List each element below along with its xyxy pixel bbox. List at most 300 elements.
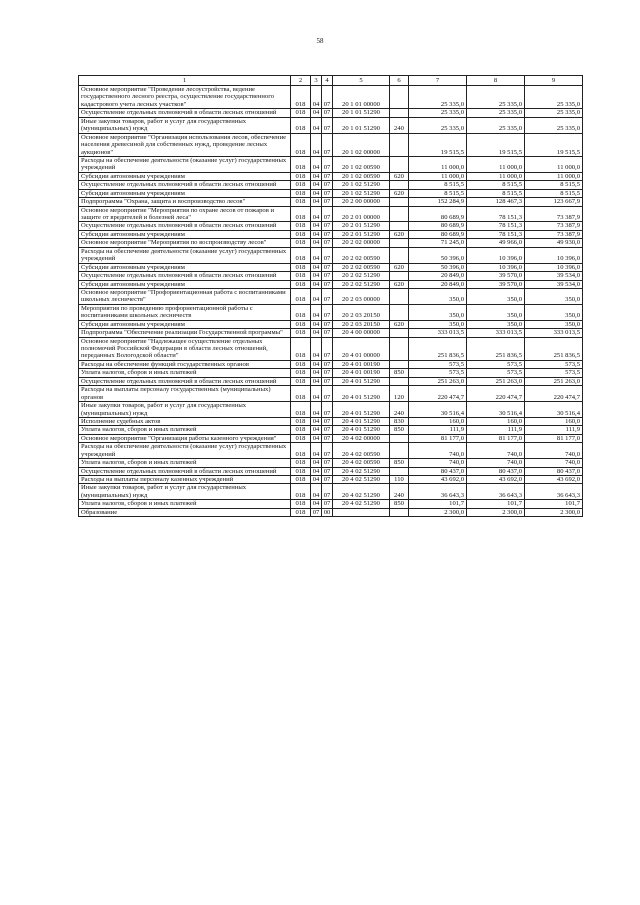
row-section: 04 [311,239,322,247]
row-expense-type [390,434,409,442]
row-target-article: 20 4 02 00000 [333,434,390,442]
row-amount-year-2: 19 515,5 [467,133,525,156]
row-amount-year-1: 71 245,0 [409,239,467,247]
row-amount-year-3: 73 387,9 [525,206,583,222]
row-section: 04 [311,172,322,180]
row-expense-type: 120 [390,386,409,402]
row-target-article: 20 1 01 00000 [333,86,390,109]
row-amount-year-3: 740,0 [525,459,583,467]
row-subsection: 07 [322,263,333,271]
row-name: Уплата налогов, сборов и иных платежей [79,426,291,434]
row-subsection: 07 [322,434,333,442]
row-amount-year-1: 740,0 [409,443,467,459]
row-subsection: 07 [322,86,333,109]
row-amount-year-2: 128 467,3 [467,198,525,206]
row-amount-year-1: 25 335,0 [409,86,467,109]
row-subsection: 07 [322,484,333,500]
row-target-article: 20 4 02 00590 [333,443,390,459]
row-admin-code: 018 [291,320,311,328]
row-section: 04 [311,181,322,189]
row-subsection: 07 [322,360,333,368]
row-amount-year-2: 10 396,0 [467,247,525,263]
row-expense-type: 240 [390,402,409,418]
row-admin-code: 018 [291,434,311,442]
row-amount-year-1: 251 263,0 [409,377,467,385]
row-target-article: 20 4 01 00190 [333,360,390,368]
row-name: Уплата налогов, сборов и иных платежей [79,500,291,508]
row-target-article: 20 2 02 00590 [333,263,390,271]
row-amount-year-3: 25 335,0 [525,117,583,133]
row-subsection: 07 [322,320,333,328]
row-admin-code: 018 [291,402,311,418]
row-amount-year-3: 2 300,0 [525,508,583,516]
row-amount-year-3: 49 930,0 [525,239,583,247]
row-amount-year-1: 2 300,0 [409,508,467,516]
row-subsection: 07 [322,172,333,180]
row-admin-code: 018 [291,417,311,425]
row-amount-year-1: 36 643,3 [409,484,467,500]
table-row [79,189,583,197]
row-subsection: 07 [322,109,333,117]
row-amount-year-1: 50 396,0 [409,263,467,271]
row-target-article: 20 1 01 51290 [333,117,390,133]
table-row [79,280,583,288]
table-row [79,230,583,238]
row-amount-year-1: 152 284,9 [409,198,467,206]
page-number: 58 [316,37,324,45]
row-amount-year-3: 73 387,9 [525,222,583,230]
row-section: 04 [311,369,322,377]
row-name: Расходы на обеспечение деятельности (оказание услуг) государственных учреждений [79,156,291,172]
row-subsection: 07 [322,369,333,377]
row-amount-year-3: 43 692,0 [525,476,583,484]
row-amount-year-2: 30 516,4 [467,402,525,418]
row-admin-code: 018 [291,263,311,271]
row-admin-code: 018 [291,239,311,247]
row-expense-type [390,86,409,109]
row-amount-year-2: 101,7 [467,500,525,508]
row-target-article: 20 4 02 51290 [333,476,390,484]
row-expense-type [390,337,409,360]
column-header: 8 [467,76,525,86]
column-header: 7 [409,76,467,86]
row-name: Осуществление отдельных полномочий в области лесных отношений [79,377,291,385]
row-section: 04 [311,117,322,133]
row-subsection: 07 [322,239,333,247]
row-admin-code: 018 [291,272,311,280]
row-expense-type [390,304,409,320]
row-amount-year-3: 25 335,0 [525,86,583,109]
row-section: 04 [311,304,322,320]
row-subsection: 07 [322,189,333,197]
row-expense-type: 620 [390,263,409,271]
row-section: 04 [311,377,322,385]
row-admin-code: 018 [291,181,311,189]
row-name: Иные закупки товаров, работ и услуг для государственных (муниципальных) нужд [79,117,291,133]
table-row [79,288,583,304]
row-target-article: 20 2 02 00590 [333,247,390,263]
table-row [79,443,583,459]
row-admin-code: 018 [291,377,311,385]
row-subsection: 07 [322,280,333,288]
row-amount-year-2: 740,0 [467,459,525,467]
table-row [79,426,583,434]
row-amount-year-1: 350,0 [409,304,467,320]
row-name: Образование [79,508,291,516]
row-admin-code: 018 [291,198,311,206]
row-subsection: 07 [322,377,333,385]
row-section: 04 [311,484,322,500]
table-row [79,222,583,230]
row-admin-code: 018 [291,369,311,377]
row-subsection: 07 [322,117,333,133]
row-target-article: 20 4 01 00000 [333,337,390,360]
row-admin-code: 018 [291,476,311,484]
row-amount-year-1: 80 689,9 [409,222,467,230]
row-subsection: 07 [322,329,333,337]
column-header: 5 [333,76,390,86]
table-row [79,247,583,263]
table-row [79,133,583,156]
row-amount-year-2: 78 151,3 [467,206,525,222]
row-name: Субсидии автономным учреждениям [79,189,291,197]
row-admin-code: 018 [291,230,311,238]
row-target-article: 20 4 02 51290 [333,500,390,508]
row-expense-type: 620 [390,320,409,328]
row-name: Уплата налогов, сборов и иных платежей [79,459,291,467]
row-target-article: 20 4 01 51290 [333,386,390,402]
row-amount-year-2: 81 177,0 [467,434,525,442]
table-row [79,272,583,280]
row-name: Иные закупки товаров, работ и услуг для государственных (муниципальных) нужд [79,484,291,500]
row-expense-type [390,133,409,156]
row-subsection: 07 [322,386,333,402]
table-row [79,320,583,328]
table-body [79,86,583,517]
row-amount-year-2: 25 335,0 [467,117,525,133]
row-subsection: 07 [322,230,333,238]
row-amount-year-2: 39 570,0 [467,280,525,288]
row-target-article: 20 1 02 00590 [333,172,390,180]
row-amount-year-2: 11 000,0 [467,172,525,180]
row-expense-type [390,198,409,206]
table-row [79,402,583,418]
row-section: 04 [311,86,322,109]
column-header: 3 [311,76,322,86]
row-admin-code: 018 [291,86,311,109]
table-row [79,369,583,377]
row-subsection: 07 [322,206,333,222]
row-section: 04 [311,434,322,442]
row-name: Субсидии автономным учреждениям [79,280,291,288]
row-amount-year-2: 10 396,0 [467,263,525,271]
row-name: Субсидии автономным учреждениям [79,263,291,271]
column-header: 2 [291,76,311,86]
row-admin-code: 018 [291,189,311,197]
row-amount-year-1: 43 692,0 [409,476,467,484]
row-amount-year-2: 740,0 [467,443,525,459]
row-subsection: 07 [322,467,333,475]
row-name: Осуществление отдельных полномочий в области лесных отношений [79,109,291,117]
row-section: 04 [311,467,322,475]
row-target-article: 20 4 01 51290 [333,417,390,425]
row-target-article: 20 2 03 20150 [333,304,390,320]
row-subsection: 07 [322,337,333,360]
row-amount-year-3: 111,9 [525,426,583,434]
row-section: 04 [311,417,322,425]
row-amount-year-1: 101,7 [409,500,467,508]
row-amount-year-2: 25 335,0 [467,109,525,117]
row-amount-year-2: 78 151,3 [467,230,525,238]
row-section: 04 [311,247,322,263]
row-section: 04 [311,329,322,337]
row-target-article [333,508,390,516]
row-subsection: 07 [322,133,333,156]
row-amount-year-1: 25 335,0 [409,109,467,117]
row-expense-type [390,272,409,280]
row-subsection: 07 [322,222,333,230]
row-amount-year-3: 740,0 [525,443,583,459]
table-row [79,337,583,360]
row-target-article: 20 4 02 00590 [333,459,390,467]
row-amount-year-3: 36 643,3 [525,484,583,500]
row-expense-type [390,247,409,263]
row-amount-year-1: 111,9 [409,426,467,434]
row-expense-type: 830 [390,417,409,425]
table-row [79,476,583,484]
row-amount-year-2: 11 000,0 [467,156,525,172]
row-amount-year-1: 80 437,0 [409,467,467,475]
row-section: 04 [311,402,322,418]
row-amount-year-1: 160,0 [409,417,467,425]
row-amount-year-1: 8 515,5 [409,189,467,197]
row-amount-year-1: 740,0 [409,459,467,467]
table-row [79,508,583,516]
row-amount-year-1: 573,5 [409,369,467,377]
row-amount-year-2: 25 335,0 [467,86,525,109]
row-subsection: 07 [322,426,333,434]
row-amount-year-3: 8 515,5 [525,181,583,189]
row-amount-year-2: 350,0 [467,304,525,320]
column-header: 1 [79,76,291,86]
table-row [79,484,583,500]
row-amount-year-1: 30 516,4 [409,402,467,418]
row-amount-year-2: 49 966,0 [467,239,525,247]
row-expense-type [390,360,409,368]
row-name: Мероприятия по проведению профориентационной работы с воспитанниками школьных лесничеств [79,304,291,320]
row-amount-year-3: 573,5 [525,360,583,368]
row-name: Расходы на выплаты персоналу казенных учреждений [79,476,291,484]
row-target-article: 20 2 03 20150 [333,320,390,328]
row-subsection: 07 [322,181,333,189]
row-section: 04 [311,198,322,206]
row-expense-type: 620 [390,280,409,288]
row-amount-year-2: 350,0 [467,288,525,304]
row-section: 04 [311,109,322,117]
row-amount-year-1: 19 515,5 [409,133,467,156]
row-target-article: 20 4 01 00190 [333,369,390,377]
row-target-article: 20 4 01 51290 [333,426,390,434]
row-section: 04 [311,337,322,360]
row-expense-type [390,443,409,459]
row-amount-year-3: 350,0 [525,320,583,328]
row-expense-type: 850 [390,369,409,377]
row-expense-type: 620 [390,189,409,197]
row-expense-type: 620 [390,172,409,180]
row-amount-year-1: 11 000,0 [409,156,467,172]
row-target-article: 20 4 01 51290 [333,377,390,385]
row-name: Основное мероприятие "Проведение лесоустройства, ведение государственного лесного реестра, осуществление государственного кадастрового учета лесных участков" [79,86,291,109]
row-admin-code: 018 [291,500,311,508]
column-header: 9 [525,76,583,86]
row-expense-type: 850 [390,426,409,434]
table-row [79,117,583,133]
row-amount-year-2: 111,9 [467,426,525,434]
row-target-article: 20 1 02 51290 [333,181,390,189]
row-amount-year-1: 220 474,7 [409,386,467,402]
row-admin-code: 018 [291,508,311,516]
row-target-article: 20 1 02 00000 [333,133,390,156]
table-row [79,386,583,402]
budget-table [78,75,583,517]
row-subsection: 07 [322,402,333,418]
row-amount-year-3: 39 534,0 [525,280,583,288]
row-expense-type: 850 [390,459,409,467]
row-admin-code: 018 [291,467,311,475]
row-target-article: 20 2 01 00000 [333,206,390,222]
row-amount-year-1: 8 515,5 [409,181,467,189]
row-amount-year-2: 251 836,5 [467,337,525,360]
row-expense-type [390,181,409,189]
table-row [79,198,583,206]
row-admin-code: 018 [291,288,311,304]
table-row [79,500,583,508]
row-target-article: 20 1 02 00590 [333,156,390,172]
row-target-article: 20 1 01 51290 [333,109,390,117]
row-target-article: 20 2 02 00000 [333,239,390,247]
row-name: Основное мероприятие "Организация использования лесов, обеспечение населения древесиной для собственных нужд, проведение лесных аукционов" [79,133,291,156]
row-admin-code: 018 [291,304,311,320]
row-section: 07 [311,508,322,516]
row-expense-type [390,239,409,247]
row-amount-year-1: 25 335,0 [409,117,467,133]
row-expense-type [390,467,409,475]
row-section: 04 [311,500,322,508]
row-admin-code: 018 [291,247,311,263]
row-name: Основное мероприятие "Профориентационная работа с воспитанниками школьных лесничеств" [79,288,291,304]
row-target-article: 20 2 01 51290 [333,222,390,230]
table-row [79,206,583,222]
row-amount-year-2: 251 263,0 [467,377,525,385]
table-row [79,239,583,247]
row-amount-year-3: 8 515,5 [525,189,583,197]
row-amount-year-3: 101,7 [525,500,583,508]
row-section: 04 [311,206,322,222]
row-amount-year-1: 81 177,0 [409,434,467,442]
table-row [79,86,583,109]
row-amount-year-2: 333 013,5 [467,329,525,337]
row-target-article: 20 4 02 51290 [333,484,390,500]
row-amount-year-1: 350,0 [409,320,467,328]
row-amount-year-2: 80 437,0 [467,467,525,475]
row-subsection: 07 [322,459,333,467]
row-expense-type: 110 [390,476,409,484]
row-subsection: 07 [322,500,333,508]
row-name: Осуществление отдельных полномочий в области лесных отношений [79,272,291,280]
row-section: 04 [311,288,322,304]
row-expense-type: 620 [390,230,409,238]
row-amount-year-2: 2 300,0 [467,508,525,516]
table-row [79,360,583,368]
row-amount-year-3: 81 177,0 [525,434,583,442]
row-target-article: 20 2 00 00000 [333,198,390,206]
row-admin-code: 018 [291,133,311,156]
row-amount-year-3: 10 396,0 [525,247,583,263]
row-expense-type [390,329,409,337]
row-subsection: 07 [322,476,333,484]
row-name: Расходы на обеспечение деятельности (оказание услуг) государственных учреждений [79,247,291,263]
row-name: Основное мероприятие "Мероприятия по воспроизводству лесов" [79,239,291,247]
row-amount-year-3: 73 387,9 [525,230,583,238]
row-amount-year-1: 80 689,9 [409,206,467,222]
row-amount-year-3: 39 534,0 [525,272,583,280]
row-section: 04 [311,230,322,238]
row-amount-year-1: 350,0 [409,288,467,304]
row-section: 04 [311,320,322,328]
row-amount-year-3: 350,0 [525,288,583,304]
column-header: 6 [390,76,409,86]
table-row [79,377,583,385]
row-amount-year-2: 39 570,0 [467,272,525,280]
row-admin-code: 018 [291,426,311,434]
row-admin-code: 018 [291,109,311,117]
row-name: Осуществление отдельных полномочий в области лесных отношений [79,222,291,230]
row-amount-year-1: 11 000,0 [409,172,467,180]
table-row [79,109,583,117]
row-amount-year-2: 8 515,5 [467,189,525,197]
row-section: 04 [311,156,322,172]
row-subsection: 00 [322,508,333,516]
row-name: Расходы на обеспечение деятельности (оказание услуг) государственных учреждений [79,443,291,459]
row-amount-year-3: 333 013,5 [525,329,583,337]
row-name: Субсидии автономным учреждениям [79,230,291,238]
row-expense-type: 850 [390,500,409,508]
row-target-article: 20 4 02 51290 [333,467,390,475]
row-amount-year-3: 251 836,5 [525,337,583,360]
table-row [79,434,583,442]
row-subsection: 07 [322,288,333,304]
row-amount-year-3: 10 396,0 [525,263,583,271]
column-header: 4 [322,76,333,86]
row-amount-year-3: 573,5 [525,369,583,377]
row-expense-type: 240 [390,117,409,133]
row-name: Основное мероприятие "Надлежащее осуществление отдельных полномочий Российской Федерации в области лесных отношений, переданных Вологодской области" [79,337,291,360]
row-expense-type: 240 [390,484,409,500]
row-admin-code: 018 [291,459,311,467]
row-admin-code: 018 [291,329,311,337]
row-section: 04 [311,263,322,271]
table-header-row [79,76,583,86]
row-admin-code: 018 [291,280,311,288]
row-name: Осуществление отдельных полномочий в области лесных отношений [79,467,291,475]
row-amount-year-3: 350,0 [525,304,583,320]
table-row [79,329,583,337]
row-section: 04 [311,189,322,197]
row-target-article: 20 2 02 51290 [333,280,390,288]
row-section: 04 [311,133,322,156]
row-admin-code: 018 [291,484,311,500]
row-name: Иные закупки товаров, работ и услуг для государственных (муниципальных) нужд [79,402,291,418]
